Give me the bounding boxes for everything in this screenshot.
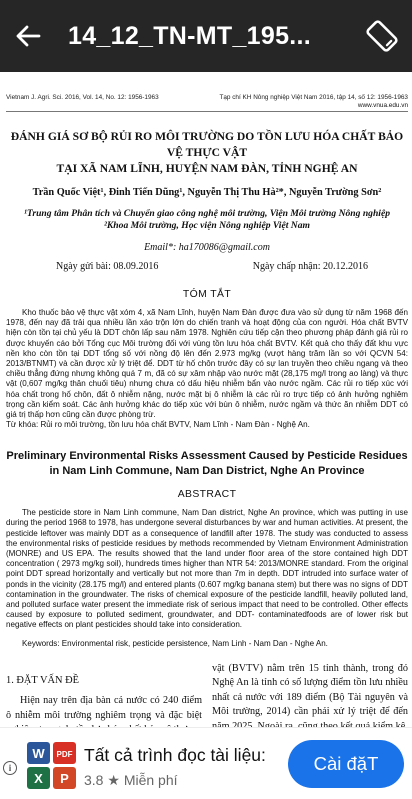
abstract-vn-heading: TÓM TẮT xyxy=(182,289,232,300)
abstract-en-heading: ABSTRACT xyxy=(177,489,237,501)
ad-banner[interactable] xyxy=(0,727,412,799)
article-title-vn-line2: TẠI XÃ NAM LĨNH, HUYỆN NAM ĐÀN, TỈNH NGHỆ AN xyxy=(56,162,358,175)
article-dates xyxy=(6,261,408,272)
body-text-right: vật (BVTV) nằm trên 15 tỉnh thành, trong đó Nghệ An là tỉnh có số lượng điểm tồn lưu nhiều nhất cả nước với 189 điểm (Bộ Tài nguyên và Môi trường, 2014) cần phải xử lý triệt để đến xyxy=(212,662,408,718)
screen-rotation-icon xyxy=(365,19,399,53)
document-reader-app-icon xyxy=(26,740,78,790)
corresponding-email: Email*: ha170086@gmail.com xyxy=(144,242,270,253)
date-accepted: Ngày chấp nhận: 20.12.2016 xyxy=(252,261,368,272)
author-list: Trần Quốc Việt¹, Đinh Tiến Dũng¹, Nguyễn Thị Thu Hà²*, Nguyễn Trường Sơn² xyxy=(32,187,382,198)
journal-url: www.vnua.edu.vn xyxy=(357,102,408,109)
article-title-vn-line1: ĐÁNH GIÁ SƠ BỘ RỦI RO MÔI TRƯỜNG DO TỒN LƯU HÓA CHẤT BẢO VỆ THỰC VẬT xyxy=(10,130,404,159)
journal-header-left: Vietnam J. Agri. Sci. 2016, Vol. 14, No. 12: 1956-1963 xyxy=(6,94,159,101)
abstract-en-text: The pesticide store in Nam Linh commune, Nam Dan district, Nghe An province, which was putting in use during the period 1968 to 1978, has undergone several disturbances by war and human activities. At present, the pesticide leftover was mainly DDT as a consequence of landfill after 1978. The study was conducted to assess the environmental risks of pesticide residues by methods recommended by Vietnam Environment Administration (MONRE) and US EPA. The results showed that the land under floor area of the store contained high DDT concentration ( 2973 mg/kg soil), hundreds times higher than NTR 54: 2013/MONRE standard. From the original point DDT spread horizontally and vertically but not more than 7m in depth. DDT intruded into surface water of ponds in the vicinity (28.175 mg/l) and entered plants (0.607 mg/kg banana stem) but there was no signs of DDT contamination in the groundwater. The risks of chemical exposure of the pesticide landfill, heavily polluted land, and polluted surface water present the immediate risk of serious impact that need to be controlled. Other effects caused by exposure to polluted sediment, groundwater, and DDT- contaminatedfoods are of lower risk but negative effects on plant pesticides should take into consideration. xyxy=(6,508,408,630)
document-title: 14_12_TN-MT_195... xyxy=(68,21,312,50)
back-button[interactable] xyxy=(0,0,56,72)
keywords-en: Keywords: Environmental risk, pesticide persistence, Nam Linh - Nam Dan - Nghe An. xyxy=(22,638,328,648)
journal-header xyxy=(6,94,408,101)
svg-text:P: P xyxy=(60,771,69,786)
affiliation-1: ¹Trung tâm Phân tích và Chuyển giao công nghệ môi trường, Viện Môi trường Nông nghiệp xyxy=(23,208,391,219)
article-title-vn xyxy=(6,129,408,177)
arrow-left-icon xyxy=(15,25,41,47)
price-label: Miễn phí xyxy=(123,772,178,788)
date-received: Ngày gửi bài: 08.09.2016 xyxy=(56,261,159,272)
body-text-left: Hiện nay trên địa bàn cả nước có 240 điểm ô nhiễm môi trường nghiêm trọng và đặc biệt xyxy=(6,695,202,721)
affiliations xyxy=(6,208,408,232)
article-title-en-line1: Preliminary Environmental Risks Assessment Caused by Pesticide Residues xyxy=(6,450,408,463)
ad-title[interactable]: Tất cả trình đọc tài liệu: xyxy=(84,745,266,765)
document-page[interactable] xyxy=(0,72,412,727)
ad-rating xyxy=(84,772,178,789)
install-button[interactable]: Cài đặT xyxy=(288,740,404,788)
rating-value: 3.8 xyxy=(84,772,104,788)
svg-text:PDF: PDF xyxy=(56,750,73,759)
article-title-en-line2: in Nam Linh Commune, Nam Dan District, Nghe An Province xyxy=(49,464,365,477)
journal-header-right: Tạp chí KH Nông nghiệp Việt Nam 2016, tập 14, số 12: 1956-1963 xyxy=(219,94,408,101)
article-title-en xyxy=(6,449,408,478)
abstract-vn-text: Kho thuốc bảo vệ thực vật xóm 4, xã Nam Lĩnh, huyện Nam Đàn được đưa vào sử dụng từ năm 1968 đến 1978, đến nay đã trải qua nhiều lần xáo trộn lớn do chiến tranh và hoạt động của con người. Hóa chất BVTV hiện còn tồn tại chủ yếu là DDT chôn lấp sau năm 1978. Nghiên cứu tiếp cận theo phương pháp đánh giá rủi ro được khuyến cáo bởi Tổng cục Môi trường đối với vùng tồn lưu hóa chất BVTV. Kết quả cho thấy đất khu vực nền kho còn tồn tại DDT tổng số với nồng độ lên đến 2.973 mg/kg (vượt hàng trăm lần so với QCVN 54: 2013/BTNMT) và cần được xử lý triệt để. DDT từ hố chôn trước đây có sự lan truyền theo chiều ngang và theo chiều thẳng đứng nhưng không quá 7 m, đã có sự xâm nhập vào nước mặt (28,175 mg/l trong ao làng) và thực vật (0,607 mg/kg thân chuối tiêu) nhưng chưa có dấu hiệu nhiễm bẩn vào nước ngầm. Các rủi ro tiếp xúc với hóa chất trong hố chôn, đất ô nhiễm nặng, nước mặt bị ô nhiễm là các rủi ro trực tiếp có ảnh hưởng nghiêm trọng cần kiểm soát. Các ảnh hưởng khác do tiếp xúc với bùn ô nhiễm, nước ngầm và thức ăn nhiễm DDT có giá trị thấp hơn cũng cần được phòng trừ. xyxy=(6,308,408,420)
header-divider xyxy=(6,111,408,112)
rotate-screen-button[interactable] xyxy=(352,0,412,72)
section-1-title: 1. ĐẶT VẤN ĐỀ xyxy=(6,674,79,686)
keywords-vn: Từ khóa: Rủi ro môi trường, tồn lưu hóa chất BVTV, Nam Lĩnh - Nam Đàn - Nghệ An. xyxy=(6,420,310,430)
app-bar xyxy=(0,0,412,72)
affiliation-2: ²Khoa Môi trường, Học viện Nông nghiệp Việt Nam xyxy=(104,220,310,231)
svg-text:W: W xyxy=(32,746,45,761)
svg-text:X: X xyxy=(34,771,43,786)
ad-info-icon[interactable]: i xyxy=(3,761,17,775)
star-icon: ★ xyxy=(107,772,120,788)
